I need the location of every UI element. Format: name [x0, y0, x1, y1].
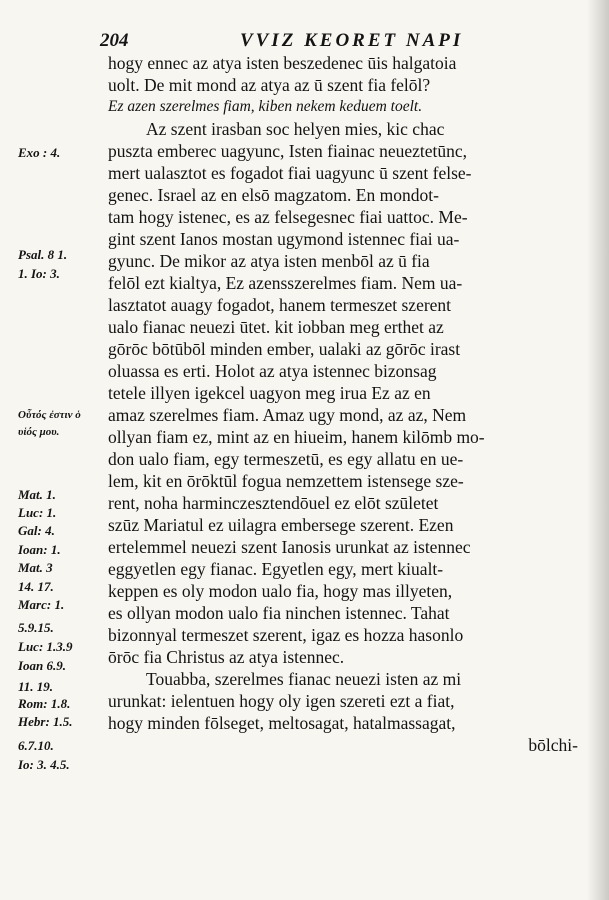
text-line: puszta emberec uagyunc, Isten fiainac neueztetūnc,: [108, 141, 468, 161]
margin-note: Luc: 1.3.9: [18, 639, 73, 654]
text-line: tam hogy istenec, es az felsegesnec fiai uattoc. Me-: [108, 207, 468, 227]
text-line: oluassa es erti. Holot az atya istennec bizonsag: [108, 361, 437, 381]
page-edge-shadow: [587, 0, 609, 900]
text-line: hogy ennec az atya isten beszedenec ūis halgatoia: [108, 53, 457, 73]
text-line: tetele illyen igekcel uagyon meg irua Ez az en: [108, 383, 431, 403]
text-line: lasztatot auagy fogadot, hanem termeszet szerent: [108, 295, 452, 315]
margin-note: 11. 19.: [18, 679, 54, 694]
text-line: uolt. De mit mond az atya az ū szent fia felōl?: [108, 75, 431, 95]
margin-note: Psal. 8 1.: [18, 247, 68, 262]
text-line: eggyetlen egy fianac. Egyetlen egy, mert kiualt-: [108, 559, 444, 579]
text-line: felōl ezt kialtya, Ez azensszerelmes fiam. Nem ua-: [108, 273, 463, 293]
running-head: VVIZ KEORET NAPI: [240, 30, 464, 51]
margin-note: 6.7.10.: [18, 738, 54, 753]
margin-note: Rom: 1.8.: [18, 696, 71, 711]
margin-note: Mat. 1.: [18, 487, 56, 502]
margin-note: Luc: 1.: [18, 505, 57, 520]
text-line: ualo fianac neuezi ūtet. kit iobban meg erthet az: [108, 317, 444, 337]
text-line: ollyan fiam ez, mint az en hiueim, hanem kilōmb mo-: [108, 427, 485, 447]
margin-note: Gal: 4.: [18, 523, 55, 538]
text-line: mert ualasztot es fogadot fiai uagyunc ū szent felse-: [108, 163, 472, 183]
text-line-paragraph-start: Touabba, szerelmes fianac neuezi isten az mi: [146, 669, 462, 689]
margin-note: 1. Io: 3.: [18, 266, 60, 281]
margin-note: 14. 17.: [18, 579, 54, 594]
margin-note: Mat. 3: [18, 560, 53, 575]
margin-note: Ioan: 1.: [18, 542, 61, 557]
margin-note: Οὗτός ἐστιν ὁ: [18, 409, 81, 421]
text-line: don ualo fiam, egy termeszetū, es egy allatu en ue-: [108, 449, 464, 469]
page-header: [100, 30, 580, 52]
page-number: 204: [100, 30, 129, 51]
text-line: gint szent Ianos mostan ugymond istennec fiai ua-: [108, 229, 460, 249]
text-line-quote: Ez azen szerelmes fiam, kiben nekem keduem toelt.: [108, 98, 423, 115]
text-line: gōrōc bōtūbōl minden ember, ualaki az gōrōc irast: [108, 339, 461, 359]
margin-note: Exo : 4.: [18, 145, 61, 160]
text-line: genec. Israel az en elsō magzatom. En mondot-: [108, 185, 439, 205]
margin-note: υἱός μου.: [18, 426, 60, 438]
text-line: rent, noha harminczesztendōuel ez elōt szūletet: [108, 493, 439, 513]
text-line: lem, kit en ōrōktūl fogua nemzettem istensege sze-: [108, 471, 464, 491]
text-line: gyunc. De mikor az atya isten menbōl az ū fia: [108, 251, 430, 271]
text-line: bizonnyal termeszet szerent, igaz es hozza hasonlo: [108, 625, 464, 645]
margin-note: 5.9.15.: [18, 620, 54, 635]
text-line: amaz szerelmes fiam. Amaz ugy mond, az az, Nem: [108, 405, 467, 425]
body-text: [108, 52, 578, 756]
margin-note: Ioan 6.9.: [18, 658, 67, 673]
text-line: keppen es oly modon ualo fia, hogy mas illyeten,: [108, 581, 453, 601]
catchword: bōlchi-: [528, 735, 578, 755]
text-line: urunkat: ielentuen hogy oly igen szereti ezt a fiat,: [108, 691, 455, 711]
text-line: es ollyan modon ualo fia ninchen istennec. Tahat: [108, 603, 450, 623]
text-line: hogy minden fōlseget, meltosagat, hatalmassagat,: [108, 713, 456, 733]
margin-note: Hebr: 1.5.: [18, 714, 73, 729]
text-line: ertelemmel neuezi szent Ianosis urunkat az istennec: [108, 537, 471, 557]
margin-note: Marc: 1.: [18, 597, 65, 612]
text-line: szūz Mariatul ez uilagra embersege szerent. Ezen: [108, 515, 454, 535]
margin-note: Io: 3. 4.5.: [18, 757, 70, 772]
text-line: ōrōc fia Christus az atya istennec.: [108, 647, 345, 667]
text-line-paragraph-start: Az szent irasban soc helyen mies, kic chac: [146, 119, 445, 139]
